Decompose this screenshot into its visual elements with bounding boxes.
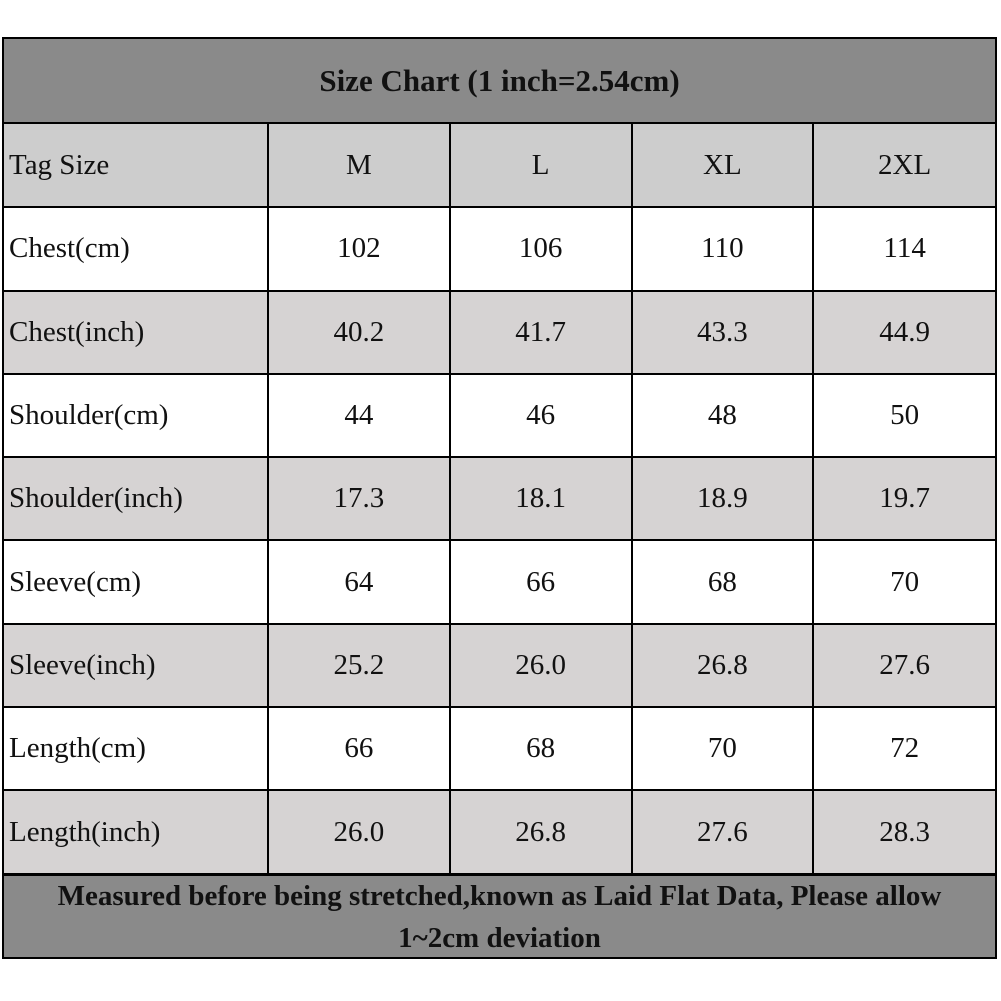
table-cell: 28.3 (813, 790, 995, 873)
row-label: Sleeve(inch) (4, 624, 268, 707)
table-cell: 41.7 (450, 291, 632, 374)
table-cell: 68 (632, 540, 814, 623)
table-cell: 46 (450, 374, 632, 457)
row-label: Shoulder(cm) (4, 374, 268, 457)
table-cell: 19.7 (813, 457, 995, 540)
table-cell: 72 (813, 707, 995, 790)
table-cell: 40.2 (268, 291, 450, 374)
size-header-l: L (450, 124, 632, 207)
table-cell: 26.0 (268, 790, 450, 873)
table-cell: 68 (450, 707, 632, 790)
table-row (4, 624, 995, 707)
table-cell: 26.8 (450, 790, 632, 873)
row-label: Sleeve(cm) (4, 540, 268, 623)
size-header-2xl: 2XL (813, 124, 995, 207)
table-cell: 44.9 (813, 291, 995, 374)
size-table (4, 124, 995, 875)
table-cell: 43.3 (632, 291, 814, 374)
table-cell: 44 (268, 374, 450, 457)
table-cell: 64 (268, 540, 450, 623)
row-label: Length(cm) (4, 707, 268, 790)
table-row (4, 291, 995, 374)
chart-title: Size Chart (1 inch=2.54cm) (4, 39, 995, 124)
size-header-xl: XL (632, 124, 814, 207)
table-cell: 70 (813, 540, 995, 623)
table-cell: 27.6 (813, 624, 995, 707)
row-label: Shoulder(inch) (4, 457, 268, 540)
table-cell: 106 (450, 207, 632, 290)
table-cell: 26.0 (450, 624, 632, 707)
table-cell: 25.2 (268, 624, 450, 707)
table-cell: 18.9 (632, 457, 814, 540)
table-row (4, 707, 995, 790)
table-cell: 48 (632, 374, 814, 457)
row-label: Chest(cm) (4, 207, 268, 290)
table-row (4, 790, 995, 873)
table-cell: 18.1 (450, 457, 632, 540)
table-row (4, 207, 995, 290)
table-cell: 110 (632, 207, 814, 290)
table-cell: 114 (813, 207, 995, 290)
table-cell: 26.8 (632, 624, 814, 707)
table-cell: 50 (813, 374, 995, 457)
row-label: Length(inch) (4, 790, 268, 873)
size-header-m: M (268, 124, 450, 207)
table-cell: 102 (268, 207, 450, 290)
table-cell: 70 (632, 707, 814, 790)
tag-size-label: Tag Size (4, 124, 268, 207)
table-cell: 17.3 (268, 457, 450, 540)
table-row (4, 540, 995, 623)
row-label: Chest(inch) (4, 291, 268, 374)
size-chart (2, 37, 997, 959)
measurement-note: Measured before being stretched,known as Laid Flat Data, Please allow 1~2cm deviation (4, 874, 995, 957)
table-cell: 66 (450, 540, 632, 623)
header-row (4, 124, 995, 207)
table-row (4, 457, 995, 540)
table-row (4, 374, 995, 457)
table-cell: 66 (268, 707, 450, 790)
table-cell: 27.6 (632, 790, 814, 873)
